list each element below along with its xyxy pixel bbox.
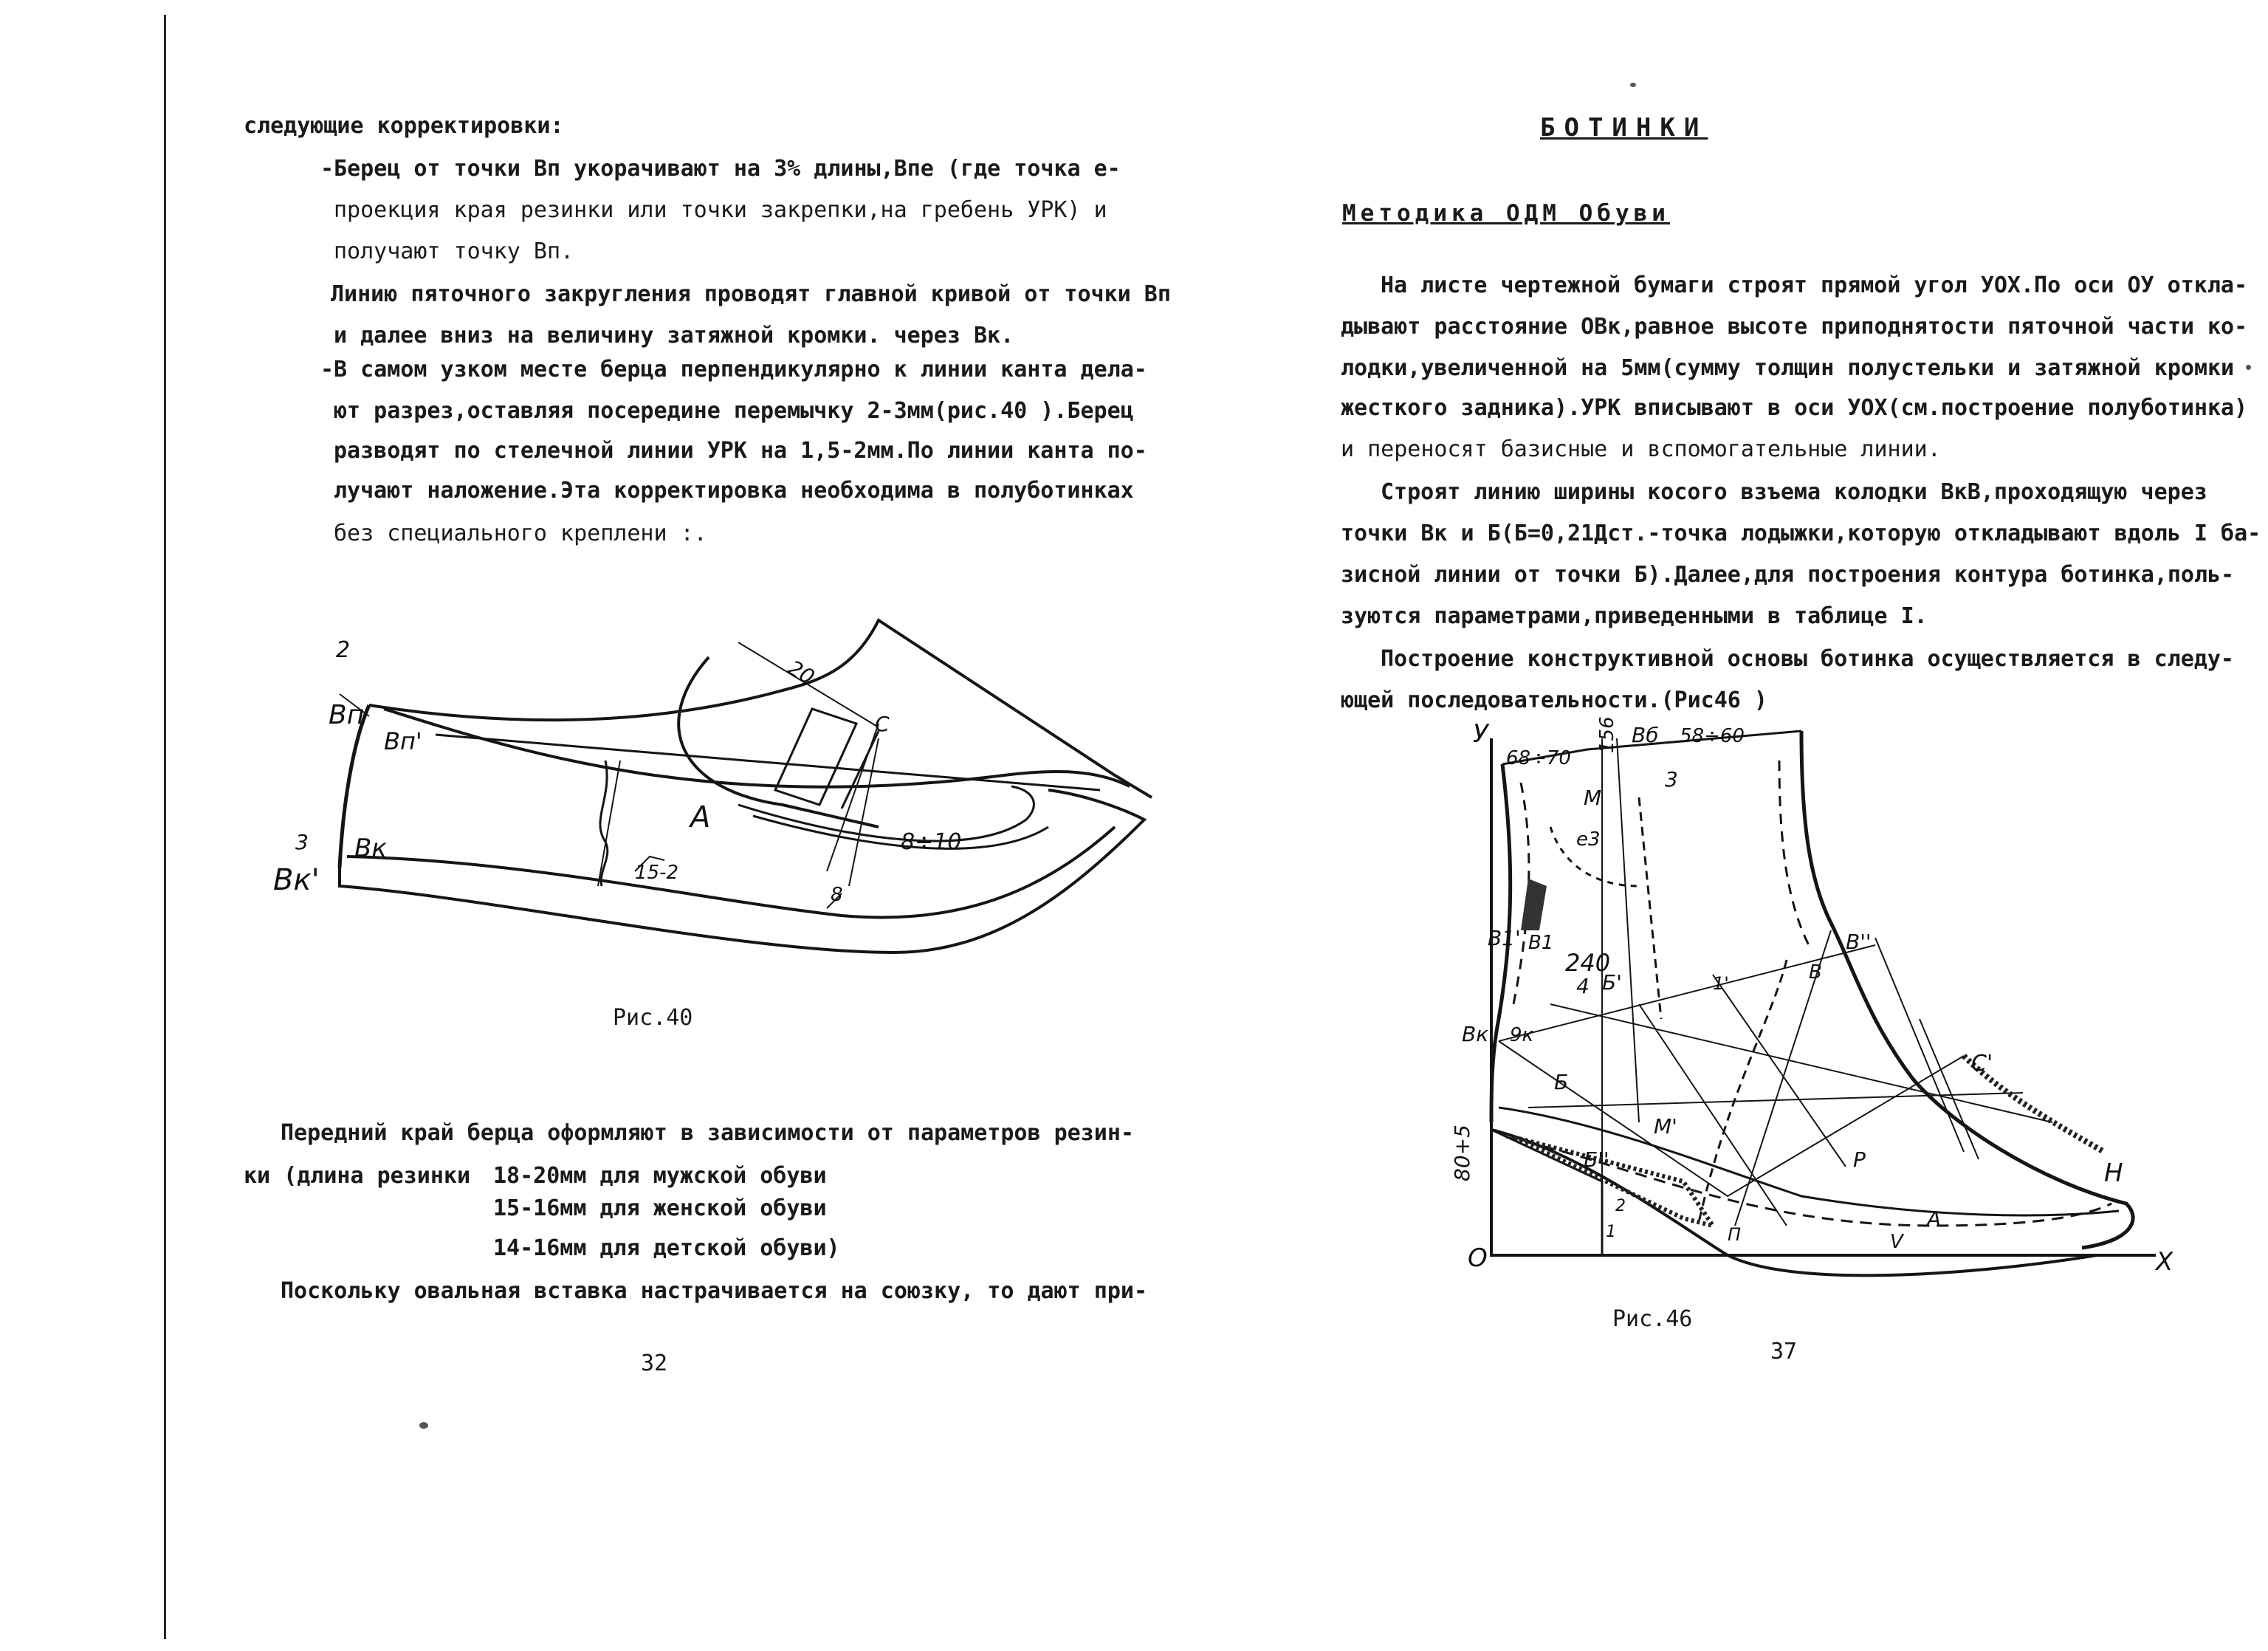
- binding-edge: [164, 15, 166, 1639]
- fig46-label-80-5: 80+5: [1450, 1125, 1474, 1181]
- text-line: Линию пяточного закругления проводят главной кривой от точки Вп: [331, 281, 1171, 307]
- rubber-length-item: 14-16мм для детской обуви): [493, 1235, 840, 1261]
- text-line: ют разрез,оставляя посередине перемычку 2-3мм(рис.40 ).Берец: [334, 398, 1134, 424]
- text-line: ки (длина резинки: [244, 1163, 471, 1189]
- scan-speck: [2246, 365, 2251, 370]
- fig46-label-a: А: [1927, 1206, 1942, 1231]
- fig40-label-bn: Вп: [329, 700, 365, 730]
- fig46-label-2: 2: [1615, 1197, 1626, 1215]
- text-line: ющей последовательности.(Рис46 ): [1341, 687, 1767, 713]
- fig46-label-h: Н: [2104, 1159, 2123, 1188]
- text-line: зисной линии от точки Б).Далее,для построения контура ботинка,поль-: [1341, 562, 2235, 588]
- text-line: -Берец от точки Вп укорачивают на 3% длины,Впе (где точка е-: [320, 156, 1121, 182]
- fig40-label-gap: 15-2: [635, 862, 679, 884]
- fig46-label-v: V: [1890, 1231, 1903, 1253]
- fig46-label-vk: 9к: [1510, 1024, 1534, 1046]
- fig40-label-3: 3: [295, 830, 309, 854]
- rubber-length-item: 15-16мм для женской обуви: [493, 1195, 827, 1221]
- figure-46-caption: Рис.46: [1612, 1306, 1693, 1332]
- text-line: разводят по стелечной линии УРК на 1,5-2мм.По линии канта по-: [334, 438, 1147, 464]
- fig40-label-bn-prime: Вп': [384, 727, 422, 755]
- section-subtitle: Методика ОДМ Обуви: [1342, 200, 1670, 227]
- fig46-label-bb2: Б'': [1584, 1147, 1609, 1172]
- fig46-label-p-small: П: [1728, 1224, 1742, 1245]
- fig40-label-20: 20: [783, 655, 819, 690]
- text-line: дывают расстояние ОВк,равное высоте приподнятости пяточной части ко-: [1341, 314, 2248, 340]
- text-line: лодки,увеличенной на 5мм(сумму толщин полустельки и затяжной кромки: [1341, 355, 2235, 381]
- scan-speck: [1630, 83, 1636, 87]
- text-line: -В самом узком месте берца перпендикулярно к линии канта дела-: [320, 357, 1147, 382]
- right-page: [1196, 0, 2268, 1651]
- fig46-label-e3: е3: [1576, 828, 1601, 851]
- figure-40-drawing: [266, 605, 1189, 989]
- fig46-label-240: 240: [1565, 949, 1611, 977]
- text-line: На листе чертежной бумаги строят прямой угол УОХ.По оси ОУ откла-: [1381, 272, 2247, 298]
- fig40-label-2: 2: [336, 637, 351, 663]
- fig46-label-b-prime: Б': [1602, 970, 1622, 995]
- fig40-label-8-10: 8÷10: [901, 829, 962, 855]
- page-number-right: 37: [1770, 1339, 1798, 1365]
- fig40-label-bk-prime: Вк': [273, 863, 320, 897]
- text-line: Строят линию ширины косого взъема колодки ВкВ,проходящую через: [1381, 479, 2207, 505]
- fig40-label-c: С: [875, 712, 890, 736]
- figure-46-drawing: [1418, 709, 2185, 1300]
- text-line: зуются параметрами,приведенными в таблице I.: [1341, 603, 1928, 629]
- fig46-label-c-prime: С': [1971, 1051, 1993, 1077]
- text-line: Передний край берца оформляют в зависимости от параметров резин-: [281, 1120, 1134, 1146]
- fig46-origin: О: [1468, 1243, 1488, 1273]
- text-line: Поскольку овальная вставка настрачивается на союзку, то дают при-: [281, 1278, 1147, 1304]
- text-line: и переносят базисные и вспомогательные линии.: [1341, 436, 1941, 462]
- fig40-label-8: 8: [831, 884, 843, 906]
- text-line: жесткого задника).УРК вписывают в оси УОХ(см.построение полуботинка): [1341, 395, 2248, 421]
- fig46-label-4: 4: [1576, 974, 1590, 998]
- fig46-label-b: В: [1809, 961, 1822, 984]
- fig46-axis-y: У: [1473, 719, 1488, 749]
- text-line: без специального креплени :.: [334, 521, 707, 546]
- fig46-label-3: 3: [1665, 767, 1678, 792]
- fig46-label-bb: Б: [1554, 1070, 1569, 1094]
- fig46-label-b-dbl: В'': [1846, 930, 1872, 954]
- text-line: Построение конструктивной основы ботинка осуществляется в следу-: [1381, 646, 2234, 672]
- fig40-label-a: А: [690, 800, 711, 834]
- fig46-label-1: 1: [1606, 1223, 1616, 1241]
- scan-speck: [419, 1422, 428, 1429]
- fig46-label-vk-prime: Вк': [1462, 1022, 1494, 1046]
- fig46-label-m: М: [1584, 786, 1602, 810]
- text-line: получают точку Вп.: [334, 238, 574, 264]
- fig46-label-68-70: 68÷70: [1506, 747, 1571, 769]
- figure-40-caption: Рис.40: [613, 1005, 693, 1031]
- fig46-label-vert-l: 1': [1713, 973, 1729, 994]
- fig46-label-156: 156: [1596, 716, 1618, 753]
- text-line: точки Вк и Б(Б=0,21Дст.-точка лодыжки,которую откладывают вдоль I ба-: [1341, 521, 2261, 546]
- fig46-label-m-prime: М': [1654, 1114, 1677, 1139]
- fig46-label-b1: В1: [1528, 932, 1554, 954]
- page-number-left: 32: [641, 1350, 668, 1376]
- text-line: проекция края резинки или точки закрепки,на гребень УРК) и: [334, 197, 1107, 223]
- text-line: и далее вниз на величину затяжной кромки. через Вк.: [334, 323, 1014, 349]
- fig46-axis-x: Х: [2156, 1247, 2174, 1277]
- intro-line: следующие корректировки:: [244, 113, 564, 139]
- text-line: лучают наложение.Эта корректировка необходима в полуботинках: [334, 478, 1134, 504]
- rubber-length-item: 18-20мм для мужской обуви: [493, 1163, 827, 1189]
- fig46-label-b1-prime: В1': [1488, 926, 1521, 950]
- fig40-label-bk: Вк: [354, 834, 387, 863]
- fig46-label-58-60: 58÷60: [1680, 725, 1745, 747]
- fig46-label-vb: Вб: [1632, 723, 1659, 747]
- fig46-label-p: Р: [1853, 1147, 1866, 1172]
- page-title: БОТИНКИ: [1540, 113, 1708, 143]
